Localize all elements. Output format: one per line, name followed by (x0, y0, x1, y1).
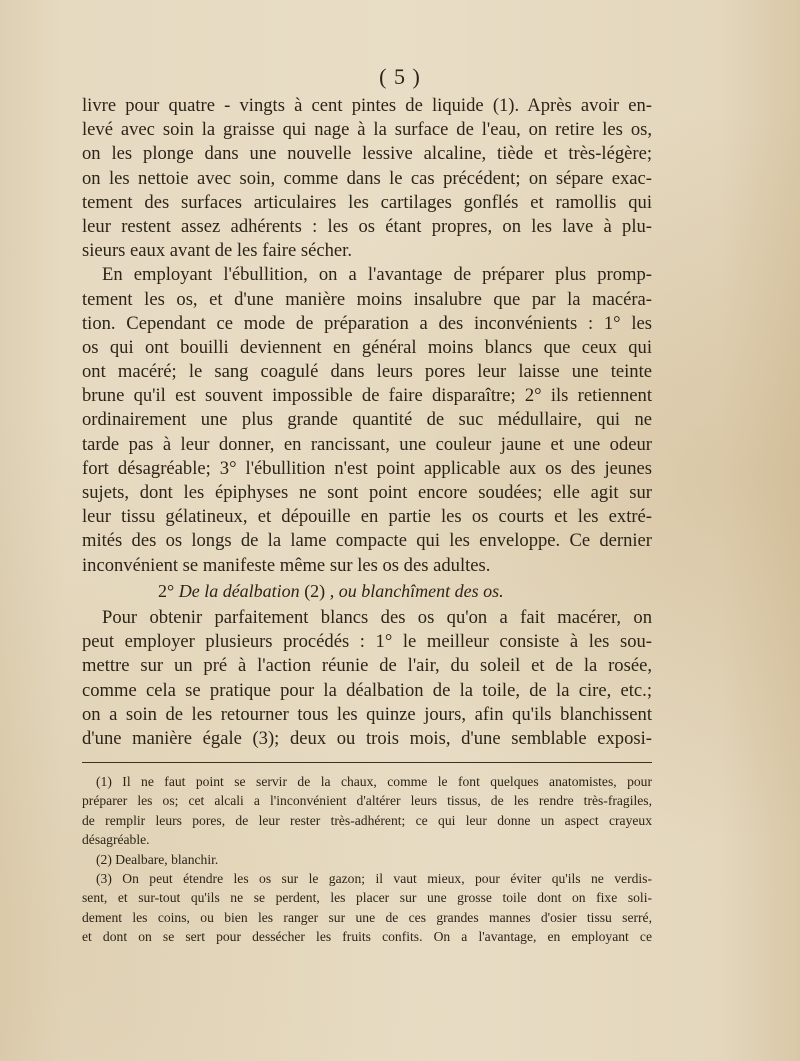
text-line: ont macéré; le sang coagulé dans leurs pores leur laisse une teinte (82, 361, 652, 383)
text-line: on a soin de les retourner tous les quinze jours, afin qu'ils blanchissent (82, 703, 652, 725)
paragraph-group-2 (82, 606, 652, 751)
text-line: peut employer plusieurs procédés : 1° le meilleur consiste à les sou- (82, 631, 652, 653)
footnote-line: désagréable. (82, 832, 150, 848)
text-line: inconvénient se manifeste même sur les os des adultes. (82, 554, 491, 576)
text-line: leur tissu gélatineux, et dépouille en partie les os courts et les extré- (82, 506, 652, 528)
text-line: brune qu'il est souvent impossible de faire disparaître; 2° ils retiennent (82, 385, 652, 407)
footnote-line: et dont on se sert pour dessécher les fruits confits. On a l'avantage, en employant ce (82, 929, 652, 945)
section-heading-number: 2° (158, 580, 175, 601)
text-line: Pour obtenir parfaitement blancs des os qu'on a fait macérer, on (102, 606, 652, 628)
text-line: tement les os, et d'une manière moins insalubre que par la macéra- (82, 288, 652, 310)
paragraph-group-1 (82, 94, 652, 578)
main-text (82, 94, 652, 751)
text-line: sujets, dont les épiphyses ne sont point encore soudées; elle agit sur (82, 482, 652, 503)
footnote-divider (82, 762, 652, 763)
text-line: mités des os longs de la lame compacte qui les enveloppe. Ce dernier (82, 530, 652, 552)
text-line: leur restent assez adhérents : les os étant propres, on les lave à plu- (82, 215, 652, 237)
footnote-line: dement les coins, ou bien les ranger sur une de ces grandes mannes d'osier tissu serré, (82, 909, 652, 925)
text-line: mettre sur un pré à l'action réunie de l'air, du soleil et de la rosée, (82, 655, 652, 677)
text-line: ordinairement une plus grande quantité de suc médullaire, qui ne (82, 409, 652, 431)
text-line: os qui ont bouilli deviennent en général moins blancs que ceux qui (82, 336, 652, 358)
text-line: tement des surfaces articulaires les cartilages gonflés et ramollis qui (82, 191, 652, 213)
text-line: sieurs eaux avant de les faire sécher. (82, 240, 352, 262)
section-heading-title: De la déalbation (178, 580, 300, 601)
text-line: tarde pas à leur donner, en rancissant, une couleur jaune et une odeur (82, 433, 652, 455)
section-heading-ref: (2) (304, 580, 326, 601)
text-line: levé avec soin la graisse qui nage à la surface de l'eau, on retire les os, (82, 119, 652, 141)
text-line: tion. Cependant ce mode de préparation a des inconvénients : 1° les (82, 312, 652, 334)
text-line: livre pour quatre - vingts à cent pintes de liquide (1). Après avoir en- (82, 95, 652, 116)
footnote-line: (1) Il ne faut point se servir de la chaux, comme le font quelques anatomistes, pour (96, 774, 652, 789)
footnote-line: préparer les os; cet alcali a l'inconvénient d'altérer leurs tissus, de les rendre très-fragiles, (82, 793, 652, 809)
text-line: d'une manière égale (3); deux ou trois mois, d'une semblable exposi- (82, 727, 652, 749)
text-line: En employant l'ébullition, on a l'avantage de préparer plus promp- (102, 264, 652, 286)
footnote-line: (3) On peut étendre les os sur le gazon; il vaut mieux, pour éviter qu'ils ne verdis- (96, 870, 652, 886)
section-heading (82, 579, 652, 603)
footnote-line: de remplir leurs pores, de leur rester très-adhérent; ce qui leur donne un aspect crayeux (82, 812, 652, 828)
page-number: ( 5 ) (379, 64, 421, 89)
text-line: on les nettoie avec soin, comme dans le cas précédent; on sépare exac- (82, 167, 652, 189)
text-line: on les plonge dans une nouvelle lessive alcaline, tiède et très-légère; (82, 143, 652, 165)
section-heading-rest: , ou blanchîment des os. (329, 580, 504, 601)
footnotes (82, 772, 652, 947)
footnote-line: (2) Dealbare, blanchir. (96, 851, 219, 867)
text-line: fort désagréable; 3° l'ébullition n'est point applicable aux os des jeunes (82, 457, 652, 479)
text-line: comme cela se pratique pour la déalbation de la toile, de la cire, etc.; (82, 679, 652, 701)
footnote-line: sent, et sur-tout qu'ils ne se perdent, les placer sur une grosse toile dont on fixe soli- (82, 890, 652, 906)
